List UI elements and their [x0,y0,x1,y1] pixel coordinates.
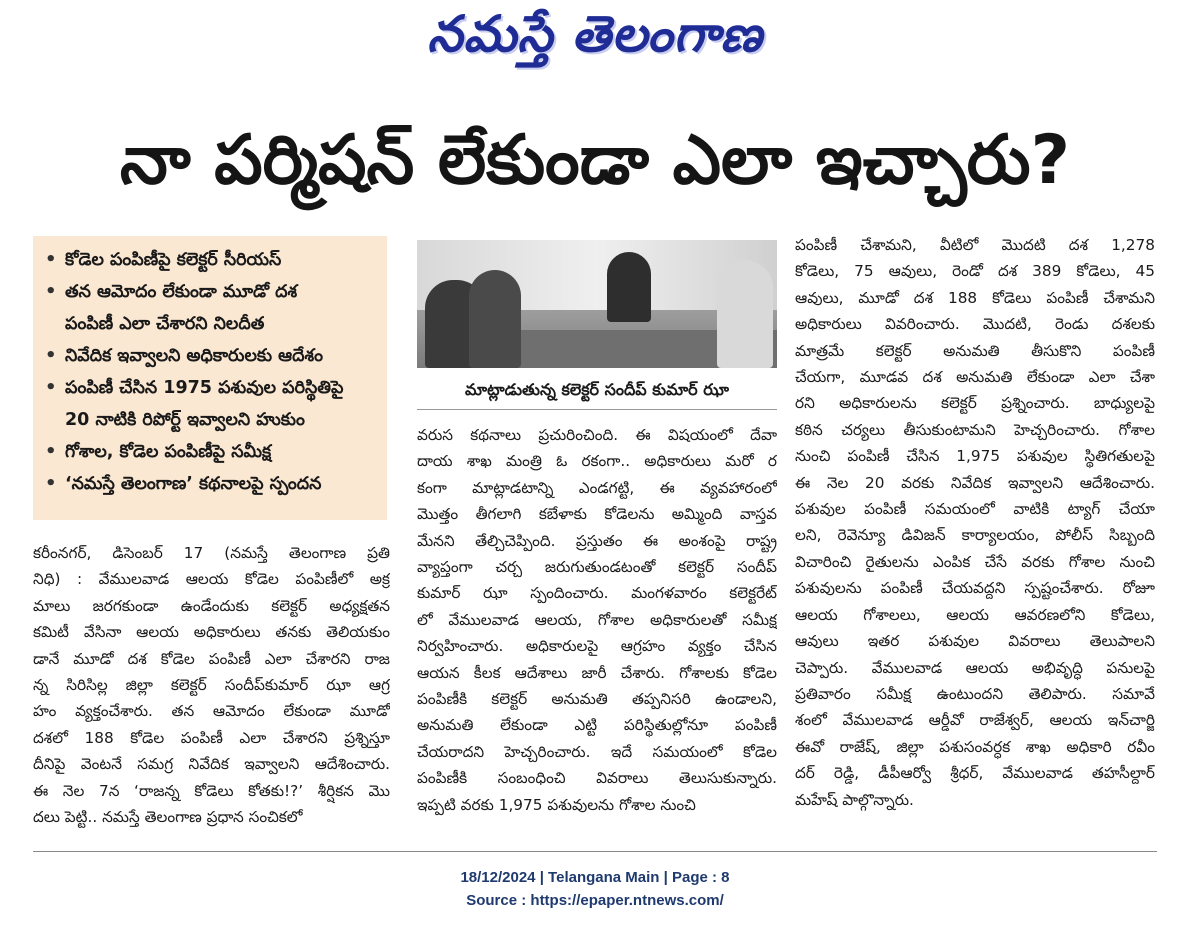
article-line: విచారించి రైతులను ఎంపిక చేసే వరకు గోశాల నుంచి [795,552,1155,571]
article-line: శంలో వేములవాడ ఆర్డీవో రాజేశ్వర్, ఆలయ ఇన్‌చార్జి [795,711,1155,730]
article-line: మాలు జరగకుండా ఉండేందుకు కలెక్టర్ అధ్యక్షతన [33,596,390,615]
article-line: అనుమతి లేకుండా ఎట్టి పరిస్థితుల్లోనూ పంపిణీ [417,716,777,735]
bullet-icon: • [45,249,57,270]
bullet-icon: • [45,345,57,366]
highlight-item: • ‘నమస్తే తెలంగాణ’ కథనాలపై స్పందన [43,468,379,500]
article-line: పంపిణీకి సంబంధించి వివరాలు తెలుసుకున్నారు. [417,769,777,788]
article-line: దీనిపై వెంటనే సమగ్ర నివేదిక ఇవ్వాలని ఆదేశించారు. [33,755,390,774]
article-line: ఇప్పటి వరకు 1,975 పశువులను గోశాల నుంచి [417,795,696,814]
article-line: దశలో 188 కోడెల పంపిణీ ఎలా చేశారని ప్రశ్నిస్తూ [33,728,390,747]
highlight-item-continuation: పంపిణీ ఎలా చేశారని నిలదీత [65,314,265,334]
article-line: వరుస కథనాలు ప్రచురించింది. ఈ విషయంలో దేవా [417,426,777,444]
article-line: అధికారులు వివరించారు. మొదటి, రెండు దశలకు [795,315,1155,334]
article-line: పంపిణీ చేశామని, వీటిలో మొదటి దశ 1,278 [795,236,1155,254]
photo-person [469,270,521,368]
article-line: ఆవులు, మూడో దశ 188 కోడెలు పంపిణీ చేశామని [795,288,1155,307]
article-line: పశువులను పంపిణీ చేయవద్దని స్పష్టంచేశారు. రోజూ [795,579,1155,598]
article-line: పంపిణీకి కలెక్టర్ అనుమతి తప్పనిసరి ఉండాలని, [417,690,777,709]
article-line: ఆయన కీలక ఆదేశాలు జారీ చేశారు. గోశాలకు కోడెల [417,663,777,682]
highlight-item-continuation: 20 నాటికి రిపోర్ట్ ఇవ్వాలని హుకుం [65,410,305,430]
photo-person [607,252,651,322]
article-line: మేనని తేల్చిచెప్పింది. ప్రస్తుతం ఈ అంశంపై రాష్ట్ర [417,531,777,550]
article-line: పశువుల పంపిణీ సమయంలో వాటికి ట్యాగ్ చేయా [795,500,1155,519]
article-line: రని అధికారులను కలెక్టర్ ప్రశ్నించారు. బాధ్యులపై [795,394,1155,413]
article-line: కుమార్ ఝా స్పందించారు. మంగళవారం కలెక్టరేట్ [417,584,777,603]
article-line: చెప్పారు. వేములవాడ ఆలయ అభివృద్ధి పనులపై [795,658,1155,677]
article-column-2 [417,422,777,818]
article-line: నిర్వహించారు. అధికారులపై ఆగ్రహం వ్యక్తం చేసిన [417,637,777,656]
meeting-photo [417,240,777,368]
article-line: చేయరాదని హెచ్చరించారు. ఇదే సమయంలో కోడెల [417,742,777,761]
article-line: చేయగా, మూడవ దశ అనుమతి లేకుండా ఎలా చేశా [795,368,1155,387]
bullet-icon: • [45,441,57,462]
article-line: కమిటీ వేసినా ఆలయ అధికారులు తనకు తెలియకుం [33,623,390,642]
bullet-icon: • [45,377,57,398]
photo-person [717,260,773,368]
article-column-1 [33,540,390,830]
article-line: కంగా మాట్లాడటాన్ని ఎండగట్టి, ఈ వ్యవహారంలో [417,478,777,497]
article-line: ఈవో రాజేష్, జిల్లా పశుసంవర్ధక శాఖ అధికారి రవీం [795,737,1155,756]
article-line: లని, రెవెన్యూ డివిజన్ కార్యాలయం, పోలీస్ సిబ్బంది [795,526,1155,545]
article-line: ఆవులు ఇతర పశువుల వివరాలు తెలుపాలని [795,632,1155,651]
article-line: లో వేములవాడ ఆలయ, గోశాల అధికారులతో సమీక్ష [417,610,777,629]
highlight-item: • తన ఆమోదం లేకుండా మూడో దశ [43,276,379,308]
article-line: కరీంనగర్, డిసెంబర్ 17 (నమస్తే తెలంగాణ ప్రతి [33,544,390,562]
article-line: మహేష్ పాల్గొన్నారు. [795,790,914,809]
photo-caption: మాట్లాడుతున్న కలెక్టర్ సందీప్ కుమార్ ఝా [417,372,777,410]
masthead-title: నమస్తే తెలంగాణ [427,4,763,63]
article-line: కోడెలు, 75 ఆవులు, రెండో దశ 389 కోడెలు, 45 [795,262,1155,281]
article-line: వ్యాప్తంగా చర్చ జరుగుతుండటంతో కలెక్టర్ సందీప్ [417,558,777,577]
article-column-3 [795,232,1155,813]
article-headline [20,122,1170,214]
article-line: మాత్రమే కలెక్టర్ అనుమతి తీసుకొని పంపిణీ [795,341,1155,360]
highlight-item: • నివేదిక ఇవ్వాలని అధికారులకు ఆదేశం [43,340,379,372]
article-line: దాయ శాఖ మంత్రి ఓ రకంగా.. అధికారులు మరో ర [417,452,777,471]
article-line: ఈ నెల 7న ‘రాజన్న కోడెలు కోతకు!?’ శీర్షికన మొ [33,781,390,800]
bullet-icon: • [45,473,57,494]
article-line: నుంచి పంపిణీ చేసిన 1,975 పశువుల స్థితిగతులపై [795,447,1155,466]
article-line: కఠిన చర్యలు తీసుకుంటామని హెచ్చరించారు. గోశాల [795,420,1155,439]
article-line: న్న సిరిసిల్ల జిల్లా కలెక్టర్ సందీప్‌కుమార్ ఝా ఆగ్ర [33,676,390,695]
headline-text: నా పర్మిషన్ లేకుండా ఎలా ఇచ్చారు? [119,120,1071,200]
footer-source: Source : https://epaper.ntnews.com/ [466,892,724,909]
article-line: ఆలయ గోశాలలు, ఆలయ ఆవరణలోని కోడెలు, [795,605,1155,624]
highlights-box [33,236,387,520]
article-line: ప్రతివారం సమీక్ష ఉంటుందని తెలిపారు. సమావే [795,684,1155,703]
highlight-item: • గోశాల, కోడెల పంపిణీపై సమీక్ష [43,436,379,468]
bullet-icon: • [45,281,57,302]
footer-divider [33,851,1157,852]
highlight-item: • పంపిణీ చేసిన 1975 పశువుల పరిస్థితిపై [43,372,379,404]
article-line: హం వ్యక్తంచేశారు. తన ఆమోదం లేకుండా మూడో [33,702,390,721]
article-line: దర్ రెడ్డి, డీపీఆర్వో శ్రీధర్, వేములవాడ తహసీల్దార్ [795,764,1155,783]
page-footer [0,866,1190,912]
article-line: నిధి) : వేములవాడ ఆలయ కోడెల పంపిణీలో అక్ర [33,570,390,589]
masthead-logo [380,4,810,76]
highlight-item: • కోడెల పంపిణీపై కలెక్టర్ సీరియస్ [43,244,379,276]
article-line: దలు పెట్టి.. నమస్తే తెలంగాణ ప్రధాన సంచికలో [33,808,303,827]
footer-date-edition: 18/12/2024 | Telangana Main | Page : 8 [460,869,730,886]
article-line: డానే మూడో దశ కోడెల పంపిణీ ఎలా చేశారని రాజ [33,649,390,668]
article-line: ఈ నెల 20 వరకు నివేదిక ఇవ్వాలని ఆదేశించారు. [795,473,1155,492]
article-line: మొత్తం తీగలాగి కబేళాకు కోడెలను అమ్మింది వాస్తవ [417,505,777,524]
highlights-list [43,244,379,500]
